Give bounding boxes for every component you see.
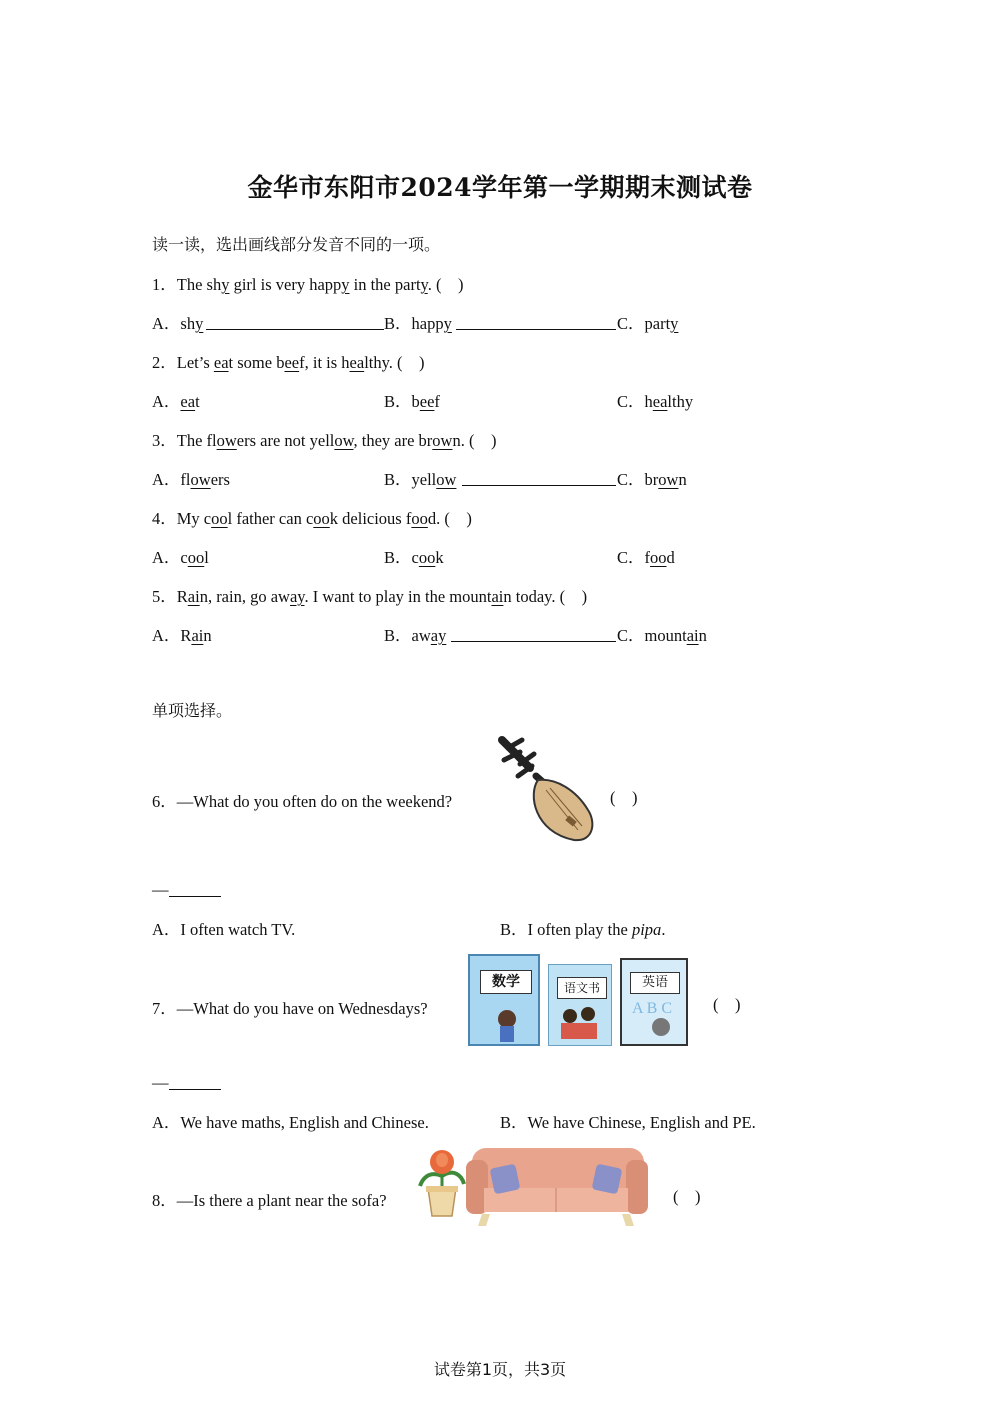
text-segment: c [411,548,419,567]
underlined-sound: y [443,314,452,333]
question-3-option-b [384,466,456,490]
question-5-option-b [384,622,446,646]
text-segment: t [195,392,200,411]
kid-figure [652,1018,670,1036]
question-6-answer-line [152,880,221,900]
text-segment: . I want to play in the mount [304,587,492,606]
text-segment: d. ( ) [427,509,472,528]
underlined-sound: y [195,314,204,333]
underlined-sound: ea [349,353,365,372]
question-5-option-a [152,622,212,646]
text-segment: f [434,392,440,411]
question-3-stem [152,427,496,451]
text-segment: part [644,314,671,333]
question-7-answer-line [152,1073,221,1093]
text-segment: 2．Let’s [152,353,214,372]
underlined-sound: ea [652,392,668,411]
underlined-sound: ow [432,431,453,450]
text-segment: 1．The sh [152,275,222,294]
pipa-icon [498,734,598,844]
text-segment: girl is very happ [229,275,342,294]
text-segment: . ( ) [427,275,464,294]
text-segment: l father can c [227,509,314,528]
question-4-option-c [617,544,675,568]
question-6-option-b [500,916,665,940]
text-segment: B． [384,392,412,411]
question-4-stem [152,505,472,529]
kid-figure [581,1007,595,1021]
text-segment: C． [617,314,645,333]
underlined-sound: y [420,275,428,294]
text-segment: sh [180,314,196,333]
answer-line [456,313,616,330]
text-segment: k delicious f [329,509,412,528]
text-segment: B． [384,626,412,645]
text-segment: A． [152,314,181,333]
question-5-stem [152,583,587,607]
text-segment: n today. ( ) [503,587,588,606]
text-segment: k [435,548,444,567]
kid-figure [563,1009,577,1023]
books-illustration [468,952,690,1050]
underlined-sound: ow [216,431,237,450]
text-segment: lthy [667,392,694,411]
question-7-option-b: B．We have Chinese, English and PE. [500,1113,756,1132]
text-segment: b [411,392,420,411]
text-segment: n. ( ) [452,431,497,450]
underlined-sound: oo [418,548,436,567]
text-segment: A． [152,626,181,645]
underlined-sound: ai [191,626,204,645]
text-segment: C． [617,548,645,567]
dash: — [152,880,169,899]
text-segment: n [698,626,707,645]
question-6-option-a: A．I often watch TV. [152,920,296,939]
underlined-sound: ai [491,587,504,606]
question-2-option-a [152,388,200,412]
girl-body [500,1026,514,1042]
underlined-sound: ay [289,587,305,606]
text-segment: C． [617,626,645,645]
answer-line [169,880,221,897]
sofa-icon [466,1148,648,1226]
text-segment: A． [152,470,181,489]
text-segment: C． [617,392,645,411]
question-1-stem [152,271,463,295]
english-book [620,958,688,1046]
question-1-option-c [617,310,678,334]
text-segment: lthy. ( ) [364,353,425,372]
section2-heading: 单项选择。 [152,701,233,720]
text-segment: A． [152,392,181,411]
text-segment: 3．The fl [152,431,217,450]
text-segment: br [644,470,659,489]
underlined-sound: y [221,275,230,294]
text-segment: f, it is h [299,353,350,372]
english-book-label: 英语 [630,972,680,994]
chinese-book-label: 语文书 [557,977,607,999]
text-segment: in the part [349,275,421,294]
chinese-book [548,964,612,1046]
text-segment: yell [411,470,437,489]
question-2-stem [152,349,425,373]
plant-and-sofa-illustration [414,1146,654,1228]
maths-book-label: 数学 [480,970,532,994]
underlined-sound: ea [213,353,229,372]
text-segment: aw [411,626,431,645]
question-4-option-b [384,544,444,568]
text-segment: B． [384,548,412,567]
plant-icon [420,1150,464,1216]
answer-line [451,625,616,642]
dash: — [152,1073,169,1092]
text-segment: n [203,626,212,645]
underlined-sound: y [670,314,679,333]
text-segment: mount [644,626,687,645]
text-segment: B． [384,314,412,333]
answer-line [462,469,616,486]
text-segment: ers are not yell [236,431,335,450]
question-2-option-c [617,388,693,412]
question-2-option-b [384,388,440,412]
question-6-stem: 6．—What do you often do on the weekend? [152,792,453,811]
page-title: 金华市东阳市2024学年第一学期期末测试卷 [247,173,753,202]
text-segment: , they are br [353,431,433,450]
text-segment: 4．My c [152,509,212,528]
question-7-option-a: A．We have maths, English and Chinese. [152,1113,429,1132]
text-segment: B． [384,470,412,489]
text-segment: l [204,548,209,567]
underlined-sound: y [341,275,350,294]
answer-line [206,313,384,330]
section1-heading: 读一读，选出画线部分发音不同的一项。 [152,235,441,254]
underlined-sound: oo [211,509,228,528]
question-5-option-c [617,622,707,646]
underlined-sound: ai [187,587,200,606]
option-text: B．I often play the [500,920,632,939]
text-segment: f [644,548,651,567]
kids-body [561,1023,597,1039]
question-3-option-a [152,466,230,490]
question-7-paren: ( ) [713,995,741,1014]
text-segment: ers [210,470,230,489]
text-segment: happ [411,314,444,333]
text-segment: c [180,548,188,567]
text-segment: d [666,548,675,567]
underlined-sound: ow [658,470,679,489]
underlined-sound: oo [187,548,205,567]
underlined-sound: ay [430,626,447,645]
underlined-sound: oo [411,509,428,528]
answer-line [169,1073,221,1090]
underlined-sound: ow [190,470,211,489]
underlined-sound: ee [419,392,435,411]
underlined-sound: ow [334,431,354,450]
underlined-sound: oo [313,509,330,528]
option-italic: pipa [631,920,662,939]
text-segment: R [180,626,192,645]
page-footer: 试卷第1页，共3页 [433,1360,567,1379]
question-1-option-b [384,310,452,334]
text-segment: t some b [228,353,285,372]
maths-book [468,954,540,1046]
question-7-stem: 7．—What do you have on Wednesdays? [152,999,428,1018]
underlined-sound: ee [284,353,300,372]
question-4-option-a [152,544,209,568]
underlined-sound: ea [180,392,196,411]
text-segment: h [644,392,653,411]
english-book-letters: A B C [632,1000,673,1017]
question-6-paren: ( ) [610,788,638,807]
text-segment: A． [152,548,181,567]
option-text: . [661,920,666,939]
question-1-option-a [152,310,203,334]
text-segment: n, rain, go aw [199,587,290,606]
underlined-sound: ow [436,470,457,489]
text-segment: 5．R [152,587,188,606]
text-segment: n [678,470,687,489]
question-8-paren: ( ) [673,1187,701,1206]
underlined-sound: oo [650,548,667,567]
underlined-sound: ai [686,626,699,645]
question-8-stem: 8．—Is there a plant near the sofa? [152,1191,387,1210]
text-segment: C． [617,470,645,489]
question-3-option-c [617,466,687,490]
text-segment: fl [180,470,191,489]
